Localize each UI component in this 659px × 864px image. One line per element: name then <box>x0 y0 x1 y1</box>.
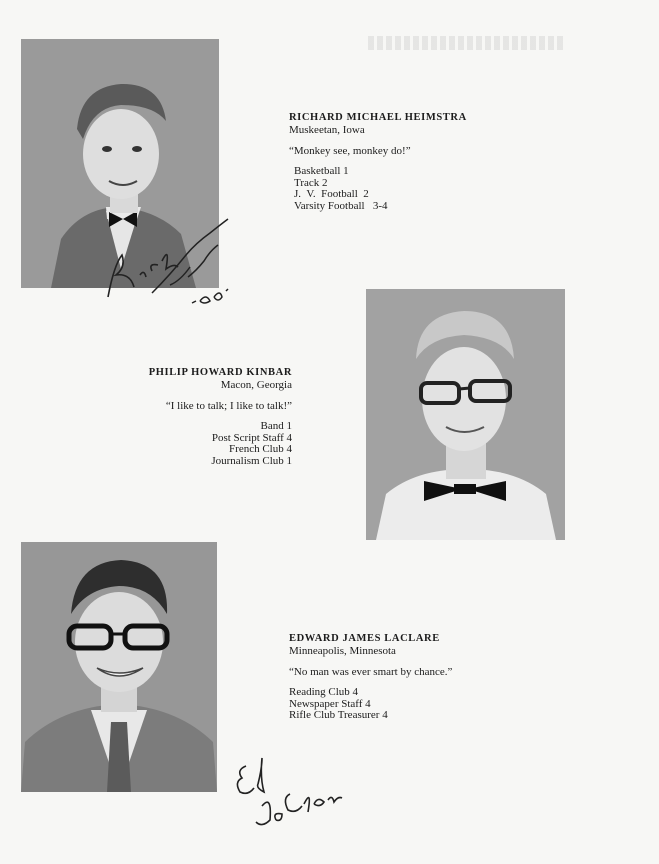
student-name: EDWARD JAMES LACLARE <box>289 633 440 644</box>
activity-item: Reading Club 4 <box>289 686 359 698</box>
student-hometown: Muskeetan, Iowa <box>289 124 365 136</box>
activity-item: Band 1 <box>260 420 292 432</box>
portrait-photo-kinbar <box>366 289 565 540</box>
activity-list <box>40 421 292 467</box>
activity-item: J. V. Football 2 <box>294 188 369 200</box>
portrait-photo-laclare <box>21 542 217 792</box>
student-name: RICHARD MICHAEL HEIMSTRA <box>289 112 467 123</box>
student-hometown: Minneapolis, Minnesota <box>289 645 396 657</box>
activity-list <box>289 687 549 722</box>
portrait-kinbar-image <box>366 289 565 540</box>
signature-laclare <box>232 748 352 833</box>
student-quote: “Monkey see, monkey do!” <box>289 145 411 157</box>
activity-item: Post Script Staff 4 <box>211 431 292 444</box>
activity-item: Varsity Football 3-4 <box>294 199 388 212</box>
signature-heimstra <box>100 205 235 310</box>
activity-item: French Club 4 <box>229 443 292 455</box>
bleed-through-text <box>368 36 564 50</box>
student-entry-kinbar <box>40 367 292 467</box>
student-entry-heimstra <box>289 112 549 212</box>
activity-item: Journalism Club 1 <box>211 454 292 467</box>
portrait-laclare-image <box>21 542 217 792</box>
student-quote: “No man was ever smart by chance.” <box>289 666 453 678</box>
activity-item: Track 2 <box>294 176 328 189</box>
activity-list <box>289 166 549 212</box>
activity-item: Rifle Club Treasurer 4 <box>289 709 388 721</box>
student-quote: “I like to talk; I like to talk!” <box>165 400 292 412</box>
student-name: PHILIP HOWARD KINBAR <box>148 367 292 378</box>
activity-item: Basketball 1 <box>294 165 349 177</box>
student-entry-laclare <box>289 633 549 722</box>
student-hometown: Macon, Georgia <box>220 379 292 391</box>
activity-item: Newspaper Staff 4 <box>289 697 371 710</box>
